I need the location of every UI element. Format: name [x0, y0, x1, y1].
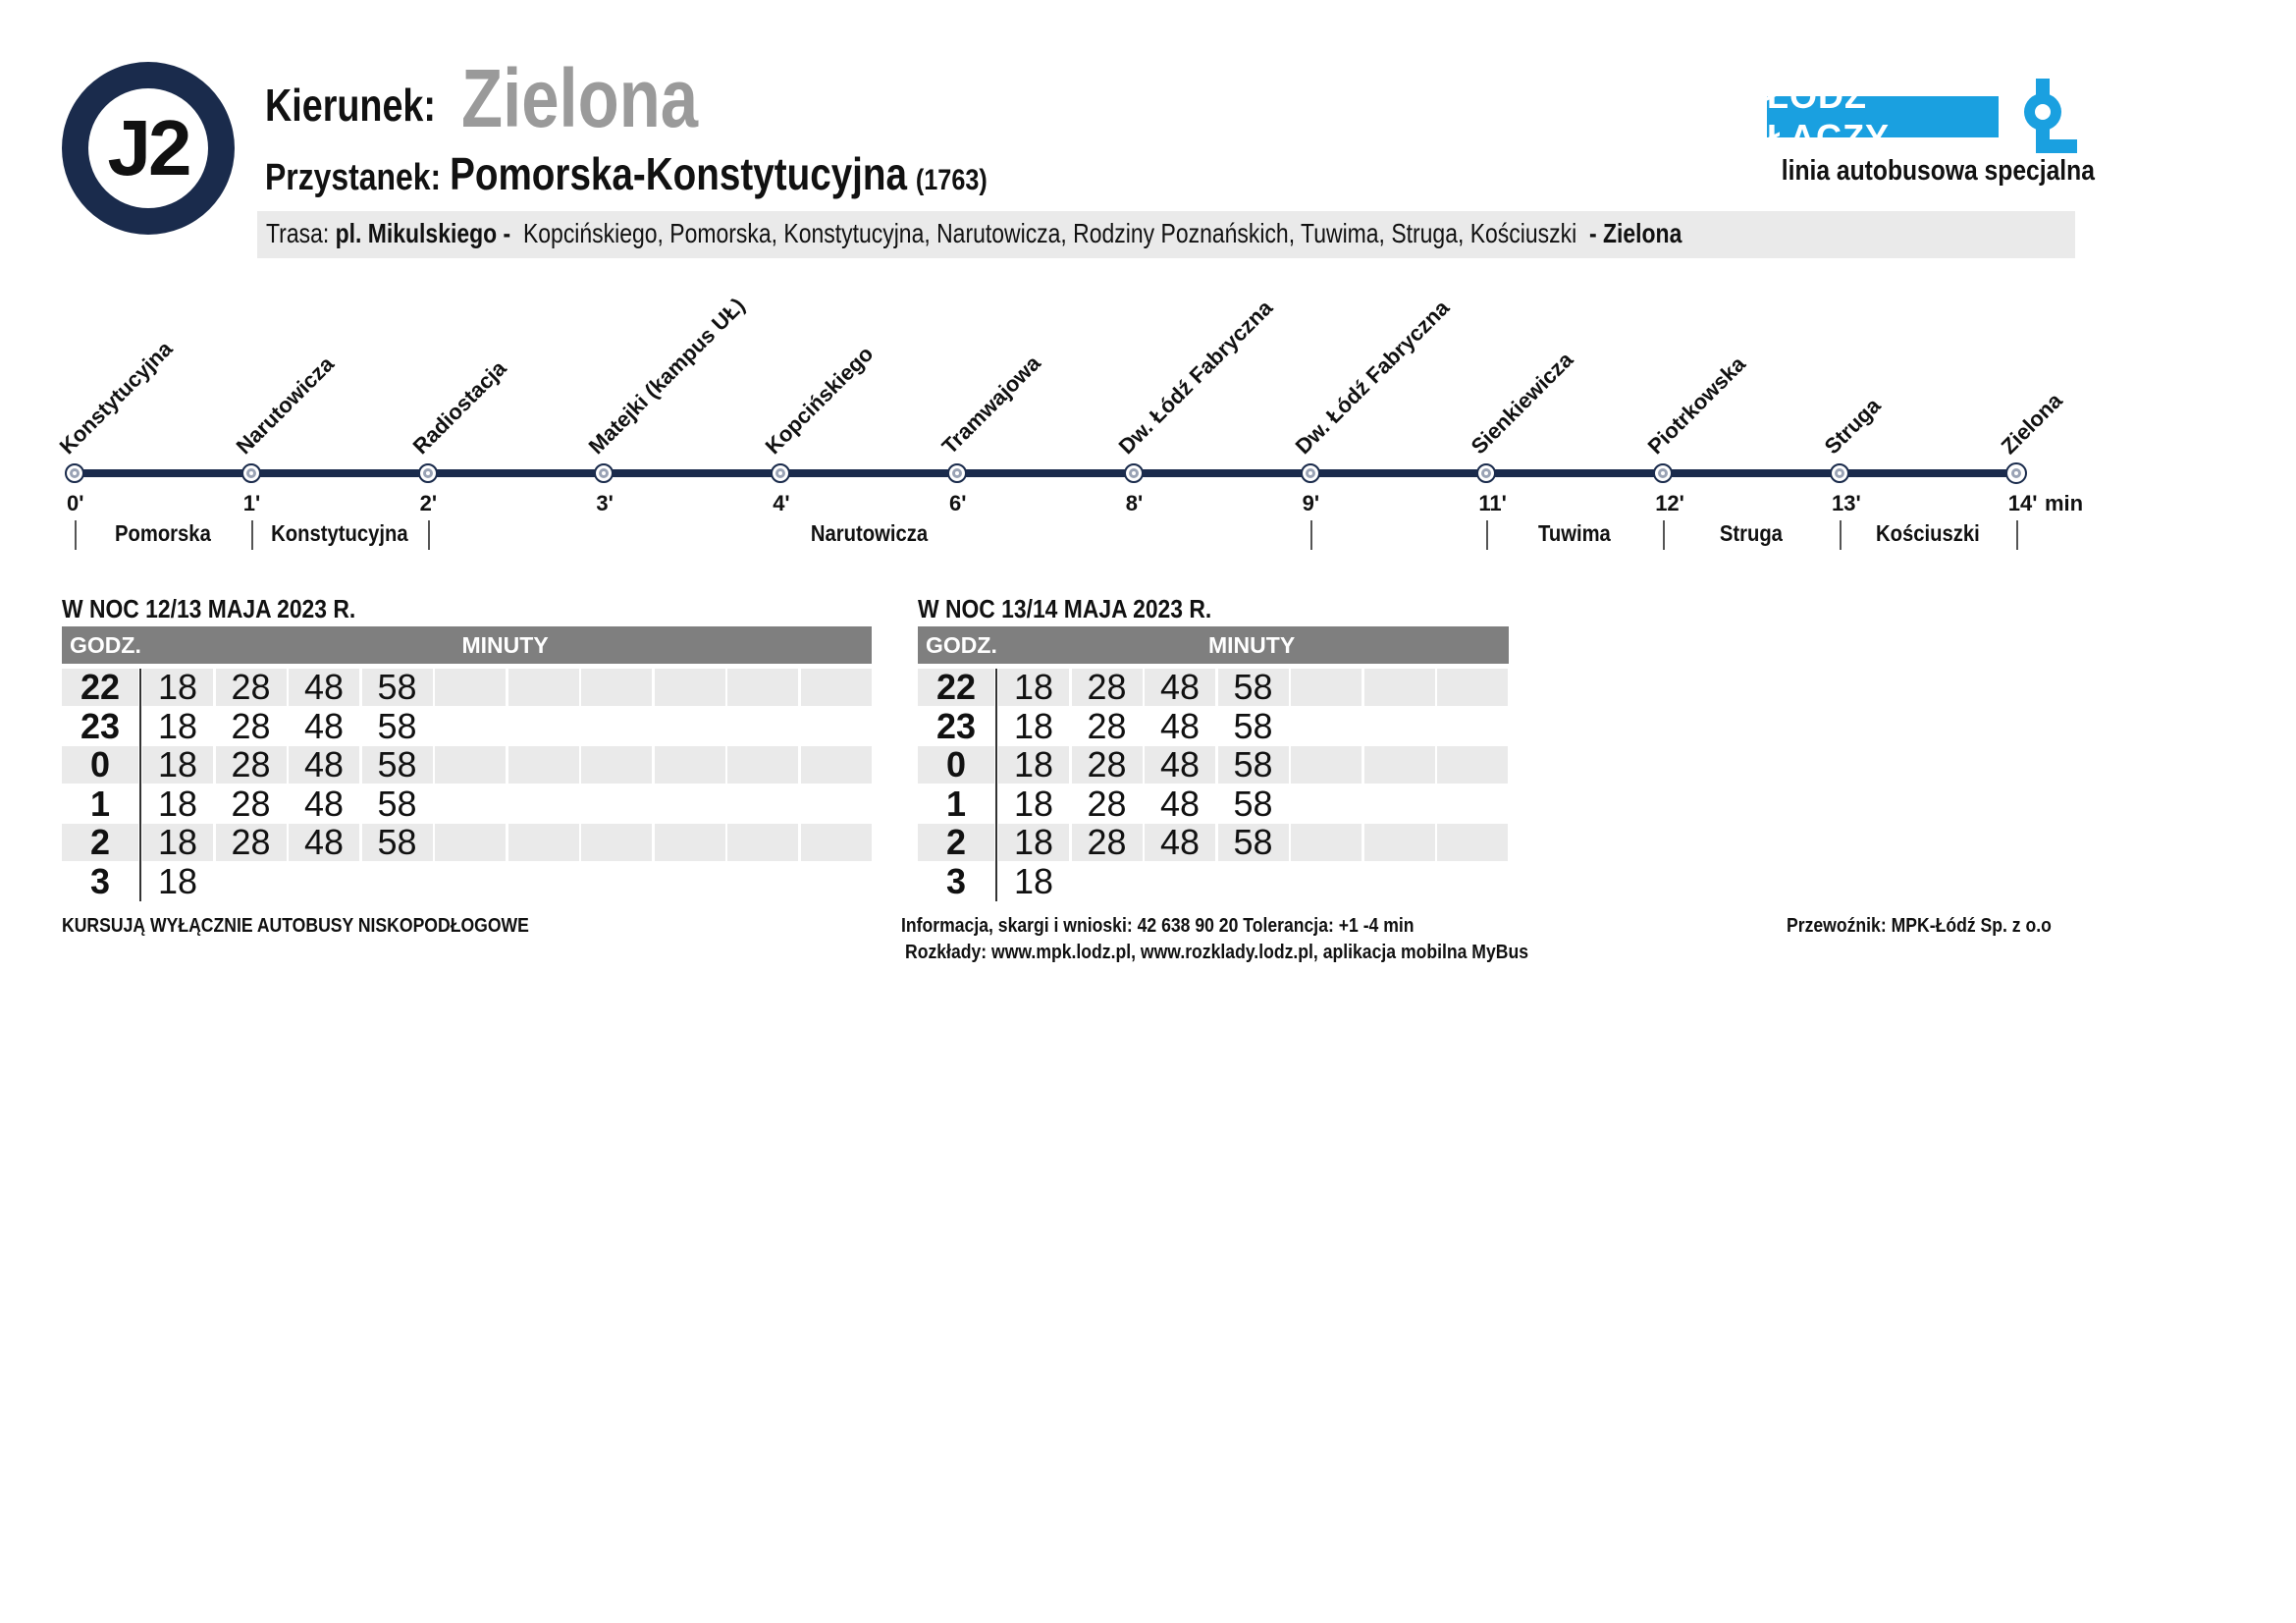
minute-cell — [362, 863, 433, 900]
minute-value: 48 — [303, 705, 345, 746]
minute-value: 58 — [1233, 822, 1273, 862]
minute-cell — [142, 824, 213, 861]
minute-value: 58 — [1233, 783, 1273, 824]
line-type: linia autobusowa specjalna — [1781, 155, 2095, 187]
stop-marker — [241, 463, 261, 483]
minute-value: 18 — [157, 744, 198, 784]
minute-cell — [801, 863, 872, 900]
minute-value: 28 — [1087, 783, 1127, 824]
route-label: Trasa: — [266, 218, 330, 248]
minute-cell — [581, 863, 652, 900]
minute-cell — [1437, 863, 1508, 900]
hour-header: GODZ. — [926, 632, 997, 658]
minute-cell — [508, 746, 579, 784]
minute-cell — [216, 824, 287, 861]
minute-cell — [289, 785, 359, 823]
minute-cell — [801, 746, 872, 784]
minute-cell — [1291, 669, 1362, 706]
hour-cell: 23 — [935, 705, 977, 746]
minute-cell — [1437, 785, 1508, 823]
stop-name-label: Struga — [1819, 393, 1886, 460]
minute-cell — [508, 863, 579, 900]
hour-cell: 2 — [89, 822, 111, 862]
minute-cell — [1364, 824, 1435, 861]
minute-cell — [655, 824, 725, 861]
stop-marker — [1124, 463, 1144, 483]
minute-value: 58 — [377, 705, 417, 746]
minute-cell — [727, 708, 798, 745]
stop-name-label: Tramwajowa — [936, 351, 1045, 460]
minute-value: 28 — [1087, 667, 1127, 707]
minute-value: 18 — [157, 705, 198, 746]
minute-cell — [998, 860, 1069, 901]
hour-cell: 0 — [89, 744, 111, 784]
line-number: J2 — [88, 88, 208, 208]
minute-cell — [289, 863, 359, 900]
minute-cell — [727, 669, 798, 706]
minute-value: 28 — [1087, 822, 1127, 862]
schedules-line: Rozkłady: www.mpk.lodz.pl, www.rozklady.lodz.pl, aplikacja mobilna MyBus — [905, 942, 1529, 963]
minute-cell — [435, 824, 506, 861]
timetable-row — [62, 669, 872, 706]
stop-name-label: Sienkiewicza — [1467, 347, 1578, 460]
timetable-row — [918, 824, 1509, 861]
minute-value: 48 — [1159, 705, 1201, 746]
route-streets: Kopcińskiego, Pomorska, Konstytucyjna, Narutowicza, Rodziny Poznańskich, Tuwima, Struga, Kościuszki — [522, 218, 1577, 248]
stop-name-label: Dw. Łódź Fabryczna — [1113, 295, 1278, 460]
route-start: pl. Mikulskiego - — [335, 218, 511, 248]
minute-value: 48 — [1159, 744, 1201, 784]
low-floor-note: KURSUJĄ WYŁĄCZNIE AUTOBUSY NISKOPODŁOGOWE — [62, 915, 529, 937]
minute-value: 18 — [157, 822, 198, 862]
minute-cell — [435, 863, 506, 900]
minute-cell — [998, 705, 1069, 746]
route-line — [75, 469, 2016, 477]
stop-marker — [1830, 463, 1849, 483]
minute-cell — [289, 824, 359, 861]
minute-cell — [1072, 705, 1143, 746]
segment-divider — [1663, 520, 1665, 550]
segment-divider — [1840, 520, 1842, 550]
hour-cell: 3 — [945, 860, 967, 901]
minute-cell — [801, 669, 872, 706]
hour-separator — [139, 669, 141, 901]
minute-cell — [435, 708, 506, 745]
minutes-header: MINUTY — [461, 632, 549, 658]
minute-cell — [998, 746, 1069, 784]
segment-street: Tuwima — [1538, 520, 1612, 546]
minute-cell — [1291, 746, 1362, 784]
minute-cell — [1218, 863, 1289, 900]
stop-code: (1763) — [915, 164, 988, 196]
minute-cell — [1364, 785, 1435, 823]
hour-cell: 22 — [80, 667, 121, 707]
minute-cell — [142, 669, 213, 706]
minute-cell — [1218, 669, 1289, 706]
segment-divider — [1486, 520, 1488, 550]
minute-cell — [1218, 824, 1289, 861]
direction-value: Zielona — [461, 52, 699, 144]
direction-label: Kierunek: — [265, 80, 436, 131]
minute-cell — [362, 824, 433, 861]
route-end: - Zielona — [1588, 218, 1682, 248]
minute-cell — [216, 746, 287, 784]
minute-cell — [801, 824, 872, 861]
minute-cell — [1072, 669, 1143, 706]
hour-header: GODZ. — [70, 632, 141, 658]
brand-logo: ŁÓDŹ ŁĄCZY — [1767, 96, 1999, 137]
minute-value: 28 — [231, 822, 271, 862]
minute-cell — [1072, 824, 1143, 861]
hour-cell: 2 — [945, 822, 967, 862]
minute-cell — [655, 863, 725, 900]
minute-cell — [727, 824, 798, 861]
stop-marker — [1476, 463, 1496, 483]
stop-minute: 1' — [242, 491, 261, 515]
hour-separator — [995, 669, 997, 901]
minute-cell — [1145, 863, 1215, 900]
minute-value: 28 — [231, 783, 271, 824]
minute-cell — [1364, 669, 1435, 706]
minute-value: 58 — [377, 822, 417, 862]
minute-cell — [216, 785, 287, 823]
minute-value: 48 — [1159, 783, 1201, 824]
minute-cell — [998, 669, 1069, 706]
minute-cell — [1364, 746, 1435, 784]
minute-cell — [1218, 705, 1289, 746]
hour-cell: 1 — [945, 783, 967, 824]
segment-divider — [75, 520, 77, 550]
minute-cell — [362, 746, 433, 784]
minute-cell — [289, 705, 359, 746]
minute-cell — [655, 785, 725, 823]
minute-cell — [1437, 824, 1508, 861]
stop-marker — [1653, 463, 1673, 483]
minute-value: 48 — [1159, 822, 1201, 862]
minute-cell — [1145, 785, 1215, 823]
minute-cell — [1437, 746, 1508, 784]
minute-cell — [362, 669, 433, 706]
minute-cell — [727, 863, 798, 900]
timetable-row — [918, 746, 1509, 784]
minute-cell — [581, 785, 652, 823]
stop-marker — [947, 463, 967, 483]
minute-cell — [727, 785, 798, 823]
timetable-row — [918, 669, 1509, 706]
minute-cell — [362, 785, 433, 823]
stop-marker — [418, 463, 438, 483]
minute-value: 48 — [303, 744, 345, 784]
stop-label: Przystanek: — [265, 157, 442, 198]
minute-cell — [727, 746, 798, 784]
timetable-row — [62, 705, 872, 746]
stop-minute: 9' — [1302, 491, 1320, 515]
stop-name-label: Zielona — [1996, 388, 2067, 460]
minute-value: 18 — [1013, 822, 1054, 862]
segment-divider — [251, 520, 253, 550]
segment-street: Narutowicza — [810, 520, 928, 546]
minute-cell — [581, 824, 652, 861]
stop-marker — [2005, 462, 2027, 484]
hour-cell: 23 — [80, 705, 121, 746]
timetable-header — [62, 626, 872, 664]
stop-minute: 2' — [419, 491, 438, 515]
segment-street: Struga — [1720, 520, 1784, 546]
stop-minute: 6' — [949, 491, 967, 515]
minute-cell — [435, 785, 506, 823]
stop-marker — [594, 463, 614, 483]
stop-minute: 0' — [67, 491, 84, 515]
minute-value: 28 — [231, 667, 271, 707]
minute-value: 58 — [1233, 744, 1273, 784]
minute-cell — [1437, 708, 1508, 745]
minute-cell — [655, 669, 725, 706]
minute-cell — [216, 863, 287, 900]
minute-value: 18 — [157, 860, 198, 901]
hour-cell: 0 — [945, 744, 967, 784]
stop-name-label: Konstytucyjna — [54, 336, 178, 460]
hour-cell: 1 — [89, 783, 111, 824]
minute-cell — [508, 708, 579, 745]
timetable-title: W NOC 12/13 MAJA 2023 R. — [62, 594, 356, 623]
stop-minute: 8' — [1125, 491, 1144, 515]
timetable-row — [62, 785, 872, 823]
minute-cell — [655, 746, 725, 784]
info-line: Informacja, skargi i wnioski: 42 638 90 20 Tolerancja: +1 -4 min — [901, 915, 1415, 937]
timetable-row — [62, 824, 872, 861]
minute-value: 28 — [1087, 705, 1127, 746]
minute-value: 48 — [303, 822, 345, 862]
hour-cell: 3 — [89, 860, 111, 901]
minute-value: 18 — [1013, 667, 1054, 707]
minute-value: 18 — [1013, 705, 1054, 746]
stop-minute: 3' — [596, 491, 614, 515]
minute-cell — [508, 824, 579, 861]
minute-cell — [801, 708, 872, 745]
minute-value: 18 — [1013, 860, 1054, 901]
minute-cell — [1218, 785, 1289, 823]
timetable-title: W NOC 13/14 MAJA 2023 R. — [918, 594, 1212, 623]
minute-cell — [1145, 746, 1215, 784]
minute-cell — [1218, 746, 1289, 784]
minute-cell — [998, 785, 1069, 823]
minute-cell — [508, 669, 579, 706]
minute-cell — [801, 785, 872, 823]
stop-minute: 13' — [1832, 491, 1861, 515]
segment-divider — [428, 520, 430, 550]
minute-value: 28 — [231, 705, 271, 746]
minute-cell — [1291, 863, 1362, 900]
minute-cell — [216, 669, 287, 706]
minute-cell — [1437, 669, 1508, 706]
stop-name-label: Radiostacja — [407, 355, 511, 460]
stop-minute: 14' — [2007, 491, 2038, 515]
minute-cell — [1364, 708, 1435, 745]
stop-name-label: Dw. Łódź Fabryczna — [1290, 295, 1454, 460]
stop-minute: 12' — [1655, 491, 1684, 515]
stop-name-label: Piotrkowska — [1642, 351, 1751, 460]
minute-cell — [581, 669, 652, 706]
minute-cell — [142, 860, 213, 901]
minute-cell — [581, 708, 652, 745]
minute-value: 28 — [231, 744, 271, 784]
segment-divider — [1310, 520, 1312, 550]
minute-value: 18 — [157, 667, 198, 707]
minute-cell — [1145, 669, 1215, 706]
minute-cell — [362, 705, 433, 746]
minute-cell — [1072, 746, 1143, 784]
route-diagram — [0, 0, 2296, 589]
minute-value: 18 — [157, 783, 198, 824]
minutes-header: MINUTY — [1208, 632, 1296, 658]
minute-cell — [435, 669, 506, 706]
timetable-row — [62, 860, 872, 901]
timetable-row — [918, 705, 1509, 746]
minute-cell — [289, 669, 359, 706]
stop-marker — [1301, 463, 1320, 483]
stop-name-label: Narutowicza — [231, 351, 339, 460]
minute-cell — [216, 705, 287, 746]
operator-line: Przewoźnik: MPK-Łódź Sp. z o.o — [1787, 915, 2052, 937]
timetable-row — [918, 785, 1509, 823]
minute-value: 28 — [1087, 744, 1127, 784]
stop-minute: 4' — [773, 491, 790, 515]
timetable-row — [918, 860, 1509, 901]
minute-value: 58 — [377, 667, 417, 707]
segment-street: Kościuszki — [1876, 520, 1980, 546]
stop-name-label: Kopcińskiego — [760, 341, 879, 460]
minute-cell — [289, 746, 359, 784]
minute-value: 18 — [1013, 744, 1054, 784]
minute-cell — [1291, 824, 1362, 861]
timetable-header — [918, 626, 1509, 664]
minute-value: 48 — [303, 783, 345, 824]
minute-cell — [142, 705, 213, 746]
hour-cell: 22 — [935, 667, 977, 707]
minute-cell — [435, 746, 506, 784]
segment-divider — [2016, 520, 2018, 550]
minutes-unit: min — [2045, 491, 2084, 515]
minute-cell — [1364, 863, 1435, 900]
stop-minute: 11' — [1478, 491, 1507, 515]
minute-cell — [655, 708, 725, 745]
minute-value: 58 — [1233, 667, 1273, 707]
segment-street: Pomorska — [114, 520, 211, 546]
minute-cell — [1145, 705, 1215, 746]
minute-cell — [1291, 708, 1362, 745]
minute-value: 18 — [1013, 783, 1054, 824]
minute-value: 58 — [377, 744, 417, 784]
minute-cell — [1072, 863, 1143, 900]
minute-cell — [1291, 785, 1362, 823]
timetable-row — [62, 746, 872, 784]
stop-name: Pomorska-Konstytucyjna — [450, 148, 908, 199]
minute-cell — [142, 785, 213, 823]
stop-marker — [771, 463, 790, 483]
minute-value: 48 — [1159, 667, 1201, 707]
stop-marker — [65, 463, 84, 483]
minute-value: 58 — [1233, 705, 1273, 746]
minute-cell — [142, 746, 213, 784]
minute-cell — [1145, 824, 1215, 861]
minute-cell — [1072, 785, 1143, 823]
minute-cell — [998, 824, 1069, 861]
minute-value: 48 — [303, 667, 345, 707]
stop-name-label: Matejki (kampus UŁ) — [584, 293, 750, 460]
minute-value: 58 — [377, 783, 417, 824]
segment-street: Konstytucyjna — [270, 520, 408, 546]
minute-cell — [508, 785, 579, 823]
minute-cell — [581, 746, 652, 784]
